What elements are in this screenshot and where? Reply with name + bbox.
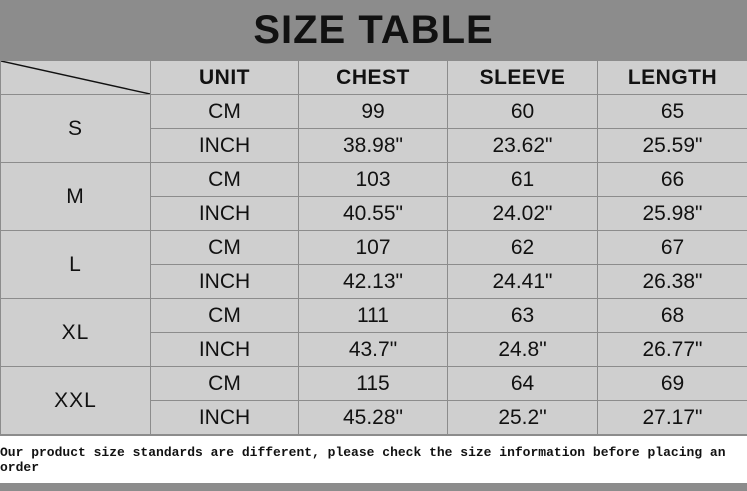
chest-cm: 107: [299, 231, 448, 265]
table-row: [1, 163, 747, 197]
sleeve-inch: 24.8": [448, 333, 598, 367]
unit-cm: CM: [151, 231, 299, 265]
chest-inch: 43.7": [299, 333, 448, 367]
length-inch: 25.98": [598, 197, 747, 231]
sleeve-cm: 61: [448, 163, 598, 197]
sleeve-inch: 24.02": [448, 197, 598, 231]
size-table: [0, 60, 747, 435]
table-row: [1, 95, 747, 129]
column-header-chest: CHEST: [299, 61, 448, 95]
unit-cm: CM: [151, 163, 299, 197]
unit-inch: INCH: [151, 401, 299, 435]
chest-cm: 103: [299, 163, 448, 197]
chest-cm: 115: [299, 367, 448, 401]
footer-note: Our product size standards are different, please check the size information before placing an order: [0, 444, 726, 475]
unit-inch: INCH: [151, 129, 299, 163]
length-inch: 25.59": [598, 129, 747, 163]
length-cm: 66: [598, 163, 747, 197]
column-header-sleeve: SLEEVE: [448, 61, 598, 95]
length-cm: 65: [598, 95, 747, 129]
sleeve-inch: 25.2": [448, 401, 598, 435]
title-bar: [0, 0, 747, 60]
unit-cm: CM: [151, 299, 299, 333]
sleeve-cm: 63: [448, 299, 598, 333]
chest-inch: 40.55": [299, 197, 448, 231]
sleeve-cm: 60: [448, 95, 598, 129]
corner-cell: [1, 61, 151, 95]
unit-cm: CM: [151, 367, 299, 401]
chest-inch: 38.98": [299, 129, 448, 163]
sleeve-inch: 23.62": [448, 129, 598, 163]
chest-inch: 42.13": [299, 265, 448, 299]
sleeve-cm: 64: [448, 367, 598, 401]
size-label-xl: XL: [1, 299, 151, 367]
size-label-s: S: [1, 95, 151, 163]
length-cm: 69: [598, 367, 747, 401]
page-title: SIZE TABLE: [253, 7, 494, 52]
sleeve-inch: 24.41": [448, 265, 598, 299]
size-label-l: L: [1, 231, 151, 299]
size-label-xxl: XXL: [1, 367, 151, 435]
unit-inch: INCH: [151, 333, 299, 367]
unit-inch: INCH: [151, 265, 299, 299]
length-inch: 26.77": [598, 333, 747, 367]
table-row: [1, 299, 747, 333]
length-inch: 27.17": [598, 401, 747, 435]
length-cm: 67: [598, 231, 747, 265]
chest-cm: 111: [299, 299, 448, 333]
chest-cm: 99: [299, 95, 448, 129]
table-header-row: [1, 61, 747, 95]
sleeve-cm: 62: [448, 231, 598, 265]
table-row: [1, 367, 747, 401]
chest-inch: 45.28": [299, 401, 448, 435]
footer-note-bar: [0, 435, 747, 483]
length-inch: 26.38": [598, 265, 747, 299]
column-header-length: LENGTH: [598, 61, 747, 95]
length-cm: 68: [598, 299, 747, 333]
unit-cm: CM: [151, 95, 299, 129]
table-row: [1, 231, 747, 265]
size-label-m: M: [1, 163, 151, 231]
unit-inch: INCH: [151, 197, 299, 231]
column-header-unit: UNIT: [151, 61, 299, 95]
diagonal-divider-icon: [1, 61, 150, 94]
